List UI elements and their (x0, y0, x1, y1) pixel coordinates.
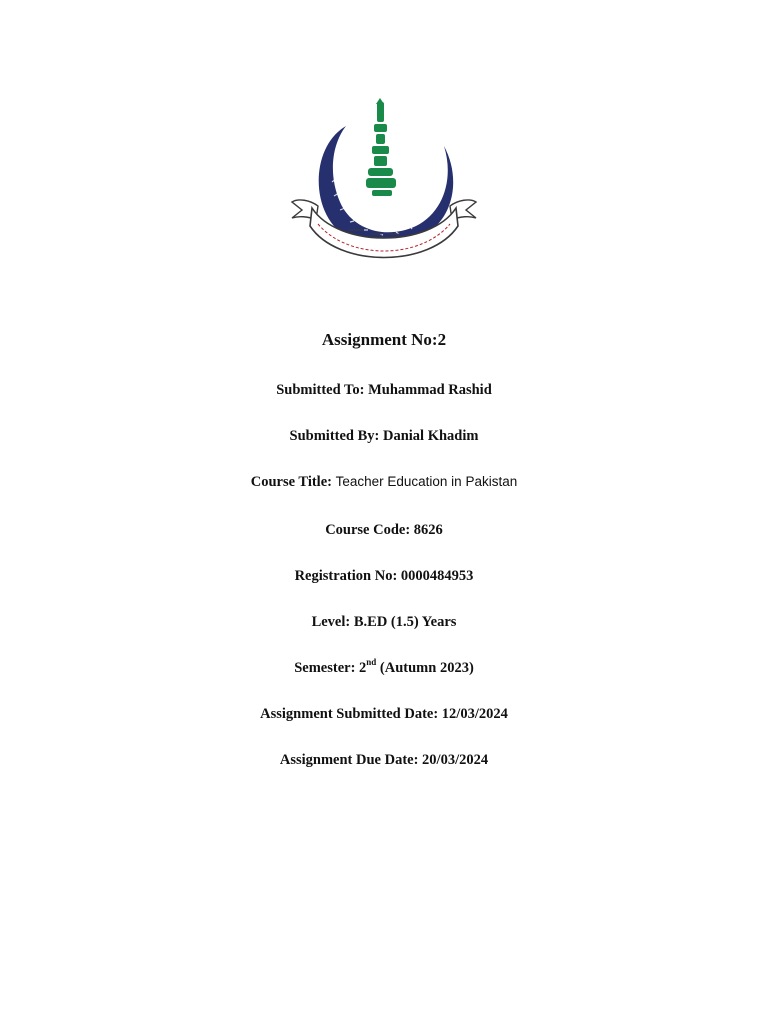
course-code-value: 8626 (413, 522, 443, 538)
semester-value: (Autumn 2023) (379, 660, 474, 676)
submitted-by-value: Danial Khadim (382, 428, 479, 444)
registration-label: Registration No: (294, 568, 398, 584)
registration-value: 0000484953 (400, 568, 474, 584)
assignment-title: Assignment No:2 (321, 330, 447, 349)
course-title-label: Course Title: (250, 474, 332, 490)
semester-line (0, 659, 768, 677)
level-line (0, 613, 768, 631)
semester-label: Semester: (294, 660, 356, 676)
submitted-date-line (0, 705, 768, 723)
level-value: B.ED (1.5) Years (353, 614, 457, 630)
university-logo-icon (288, 98, 480, 280)
submitted-by-label: Submitted By: (289, 428, 380, 444)
due-date-value: 20/03/2024 (422, 752, 489, 768)
level-label: Level: (311, 614, 351, 630)
due-date-label: Assignment Due Date: (279, 752, 419, 768)
submitted-to-line (0, 381, 768, 399)
submitted-date-value: 12/03/2024 (441, 706, 508, 722)
semester-suffix: nd (366, 657, 377, 668)
submitted-by-line (0, 427, 768, 445)
semester-number: 2 (359, 660, 367, 676)
submitted-to-label: Submitted To: (276, 382, 365, 398)
course-code-label: Course Code: (325, 522, 411, 538)
submitted-to-value: Muhammad Rashid (368, 382, 492, 398)
course-title-value: Teacher Education in Pakistan (335, 474, 518, 489)
course-title-line (0, 473, 768, 491)
due-date-line (0, 751, 768, 769)
registration-line (0, 567, 768, 585)
course-code-line (0, 521, 768, 539)
submitted-date-label: Assignment Submitted Date: (260, 706, 439, 722)
